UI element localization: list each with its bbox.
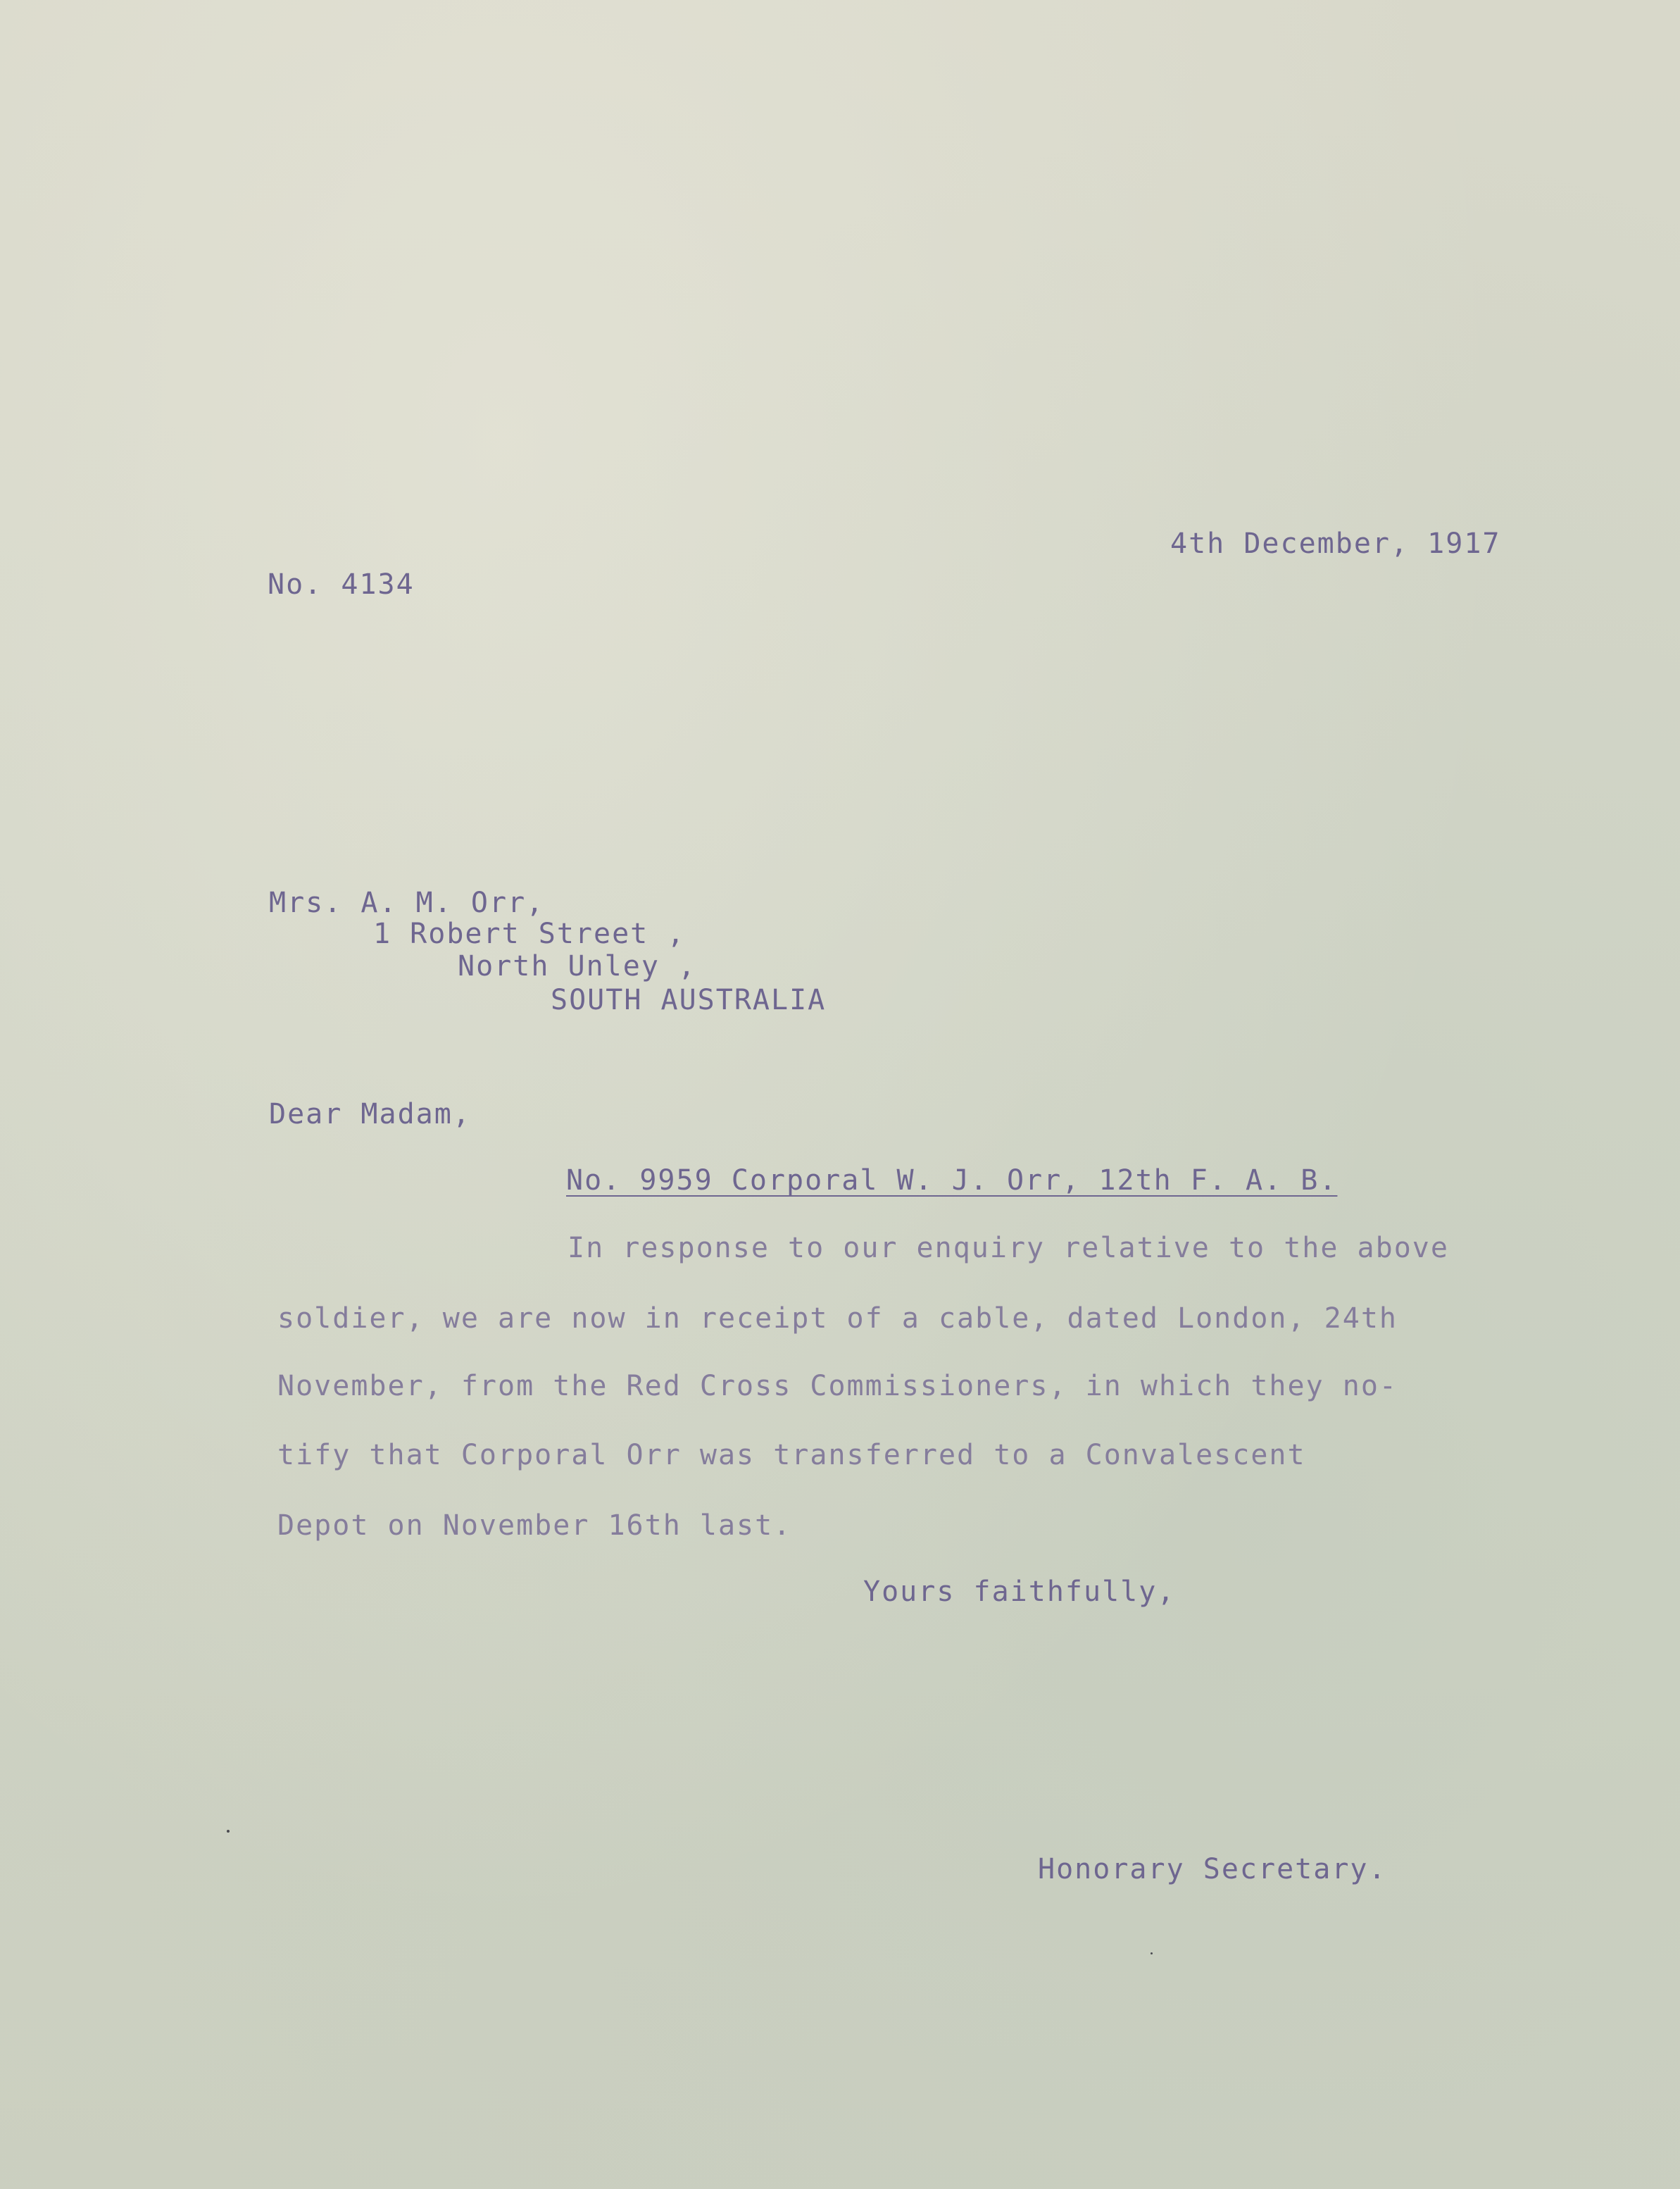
address-line-street: 1 Robert Street , xyxy=(373,918,686,950)
address-line-state: SOUTH AUSTRALIA xyxy=(551,984,827,1016)
body-line-2: soldier, we are now in receipt of a cable, dated London, 24th xyxy=(277,1302,1398,1335)
body-line-4: tify that Corporal Orr was transferred to a Convalescent xyxy=(277,1439,1306,1471)
subject-line: No. 9959 Corporal W. J. Orr, 12th F. A. B. xyxy=(566,1164,1338,1197)
address-line-name: Mrs. A. M. Orr, xyxy=(269,887,545,919)
body-line-3: November, from the Red Cross Commissioners, in which they no- xyxy=(277,1370,1398,1402)
paper-speck xyxy=(227,1830,230,1833)
body-line-1: In response to our enquiry relative to the above xyxy=(568,1232,1449,1264)
signature-title: Honorary Secretary. xyxy=(1038,1853,1387,1885)
body-line-5: Depot on November 16th last. xyxy=(277,1509,792,1542)
reference-number: No. 4134 xyxy=(268,568,415,601)
salutation: Dear Madam, xyxy=(269,1098,471,1130)
address-line-suburb: North Unley , xyxy=(458,950,697,983)
closing: Yours faithfully, xyxy=(863,1576,1176,1608)
letter-date: 4th December, 1917 xyxy=(1170,528,1501,560)
paper-speck xyxy=(1151,1952,1153,1954)
